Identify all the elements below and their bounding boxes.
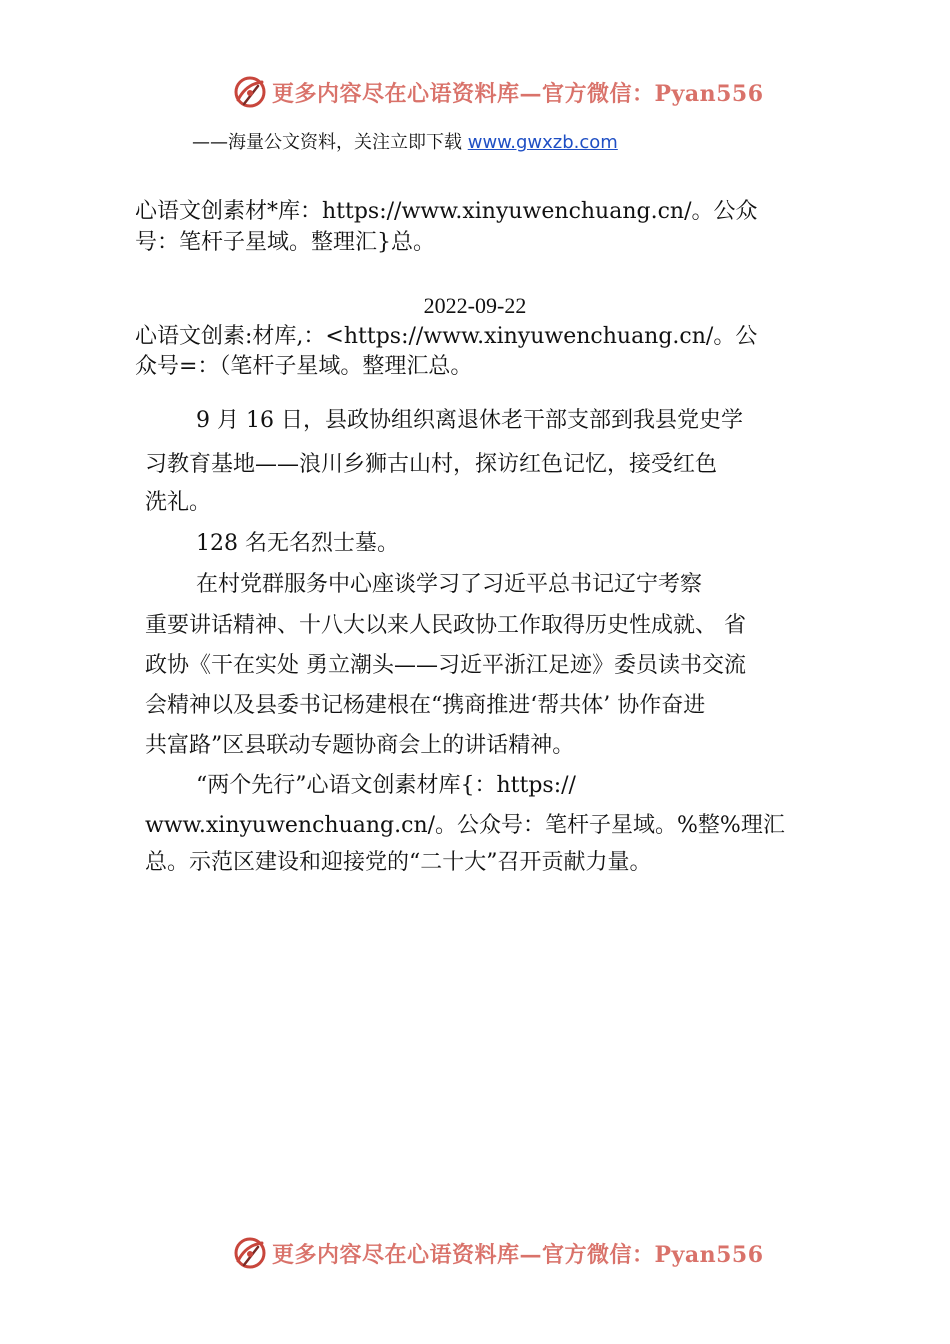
note2-line-2: 众号=：（笔杆子星域。整理汇总。 xyxy=(135,354,473,379)
para1-line-1: 9 月 16 日，县政协组织离退休老干部支部到我县党史学 xyxy=(196,408,743,433)
para3-line-5: 共富路”区县联动专题协商会上的讲话精神。 xyxy=(145,733,575,758)
pen-logo-icon xyxy=(232,1235,268,1271)
footer-banner xyxy=(232,1233,764,1273)
top-note-line-1: 心语文创素材*库：https://www.xinyuwenchuang.cn/。公众 xyxy=(135,199,758,224)
download-link[interactable]: www.gwxzb.com xyxy=(467,132,618,153)
document-date: 2022-09-22 xyxy=(423,293,527,318)
footer-banner-text: 更多内容尽在心语资料库—官方微信：Pyan556 xyxy=(272,1241,764,1268)
sub-banner-prefix: ——海量公文资料，关注立即下载 xyxy=(192,132,468,153)
para4-line-2: www.xinyuwenchuang.cn/。公众号：笔杆子星域。%整%理汇 xyxy=(145,813,785,838)
note2-line-1: 心语文创素:材库,：<https://www.xinyuwenchuang.cn/。公 xyxy=(135,324,758,349)
header-banner xyxy=(232,72,764,112)
para1-line-2: 习教育基地——浪川乡狮古山村，探访红色记忆，接受红色 xyxy=(145,452,718,477)
top-note-line-2: 号：笔杆子星域。整理汇}总。 xyxy=(135,230,435,255)
pen-logo-icon xyxy=(232,74,268,110)
para4-line-1: “两个先行”心语文创素材库{：https:// xyxy=(196,773,576,798)
para1-line-3: 洗礼。 xyxy=(145,490,212,515)
header-banner-text: 更多内容尽在心语资料库—官方微信：Pyan556 xyxy=(272,80,764,107)
para3-line-4: 会精神以及县委书记杨建根在“携商推进‘帮共体’ 协作奋进 xyxy=(145,693,706,718)
para2-line-1: 128 名无名烈士墓。 xyxy=(196,531,399,556)
sub-banner xyxy=(192,128,618,154)
para4-line-3: 总。示范区建设和迎接党的“二十大”召开贡献力量。 xyxy=(145,850,652,875)
para3-line-2: 重要讲话精神、十八大以来人民政协工作取得历史性成就、 省 xyxy=(145,613,746,638)
para3-line-1: 在村党群服务中心座谈学习了习近平总书记辽宁考察 xyxy=(196,572,703,597)
para3-line-3: 政协《干在实处 勇立潮头——习近平浙江足迹》委员读书交流 xyxy=(145,653,746,678)
